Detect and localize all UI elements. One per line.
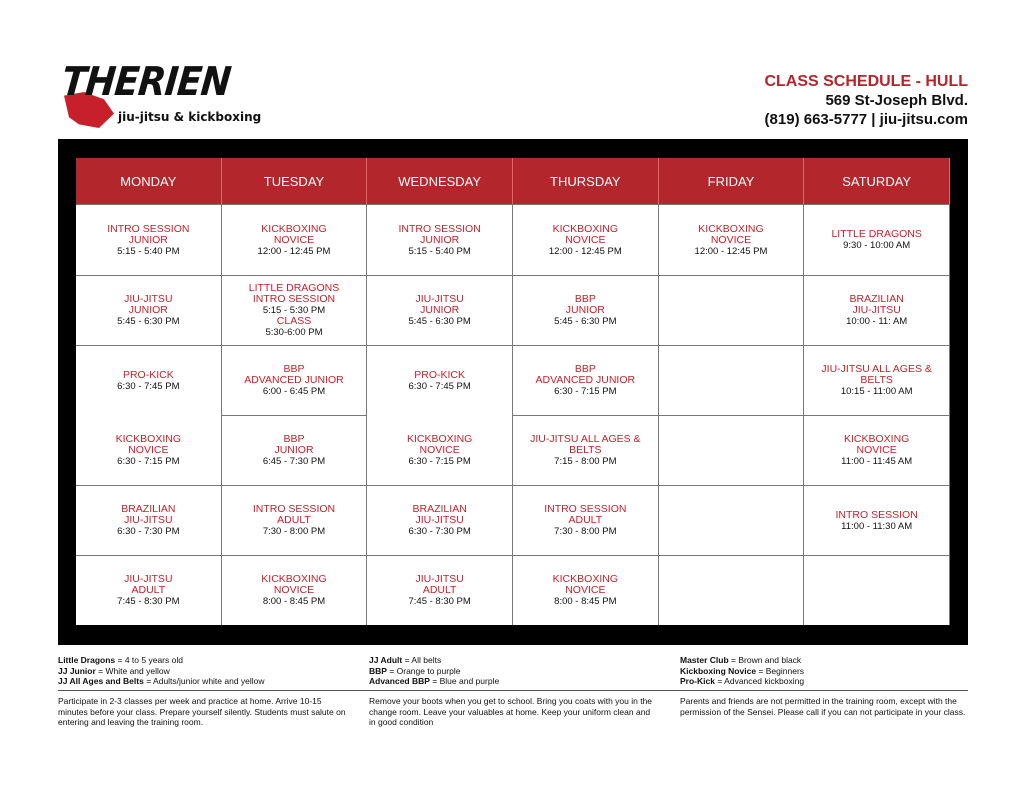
class-cell xyxy=(222,345,368,415)
class-name: JIU-JITSU xyxy=(124,514,173,526)
class-time: 8:00 - 8:45 PM xyxy=(262,596,326,607)
empty-cell xyxy=(804,555,950,625)
class-name: NOVICE xyxy=(419,443,460,456)
class-name: JIU-JITSU xyxy=(124,573,173,585)
class-time: 6:30 - 7:30 PM xyxy=(408,526,471,537)
class-name: ADULT xyxy=(131,584,166,596)
class-name: JIU-JITSU xyxy=(415,293,464,305)
class-time: 6:30 - 7:45 PM xyxy=(408,380,471,392)
class-name: NOVICE xyxy=(565,233,606,246)
class-cell xyxy=(222,555,368,625)
legend-definition: = Blue and purple xyxy=(429,676,500,686)
empty-cell xyxy=(659,485,805,555)
legend-term: JJ All Ages and Belts xyxy=(58,676,144,686)
class-name: INTRO SESSION xyxy=(544,503,627,515)
class-name: KICKBOXING xyxy=(552,222,618,235)
class-time: 6:30 - 7:30 PM xyxy=(117,526,180,537)
class-time: 5:15 - 5:40 PM xyxy=(117,245,180,257)
class-name: NOVICE xyxy=(710,233,752,246)
legend-definition: = Beginners xyxy=(756,665,805,676)
address: 569 St-Joseph Blvd. xyxy=(825,92,968,109)
class-cell xyxy=(659,204,805,275)
legend-item xyxy=(680,666,804,677)
class-cell xyxy=(222,485,368,555)
class-time: 12:00 - 12:45 PM xyxy=(548,245,622,257)
class-name: ADULT xyxy=(568,514,603,526)
class-time: 7:15 - 8:00 PM xyxy=(554,456,617,467)
rule-text: Parents and friends are not permitted in the training room, except with the permission of the Sensei. Please call if you can not participate in your class. xyxy=(680,696,966,717)
class-cell xyxy=(222,415,368,485)
legend-item xyxy=(369,666,499,677)
legend-item xyxy=(58,666,265,677)
class-time: 8:00 - 8:45 PM xyxy=(554,596,617,607)
class-cell xyxy=(513,555,659,625)
class-cell xyxy=(222,275,368,345)
class-cell xyxy=(804,485,950,555)
class-name: INTRO SESSION xyxy=(835,508,918,521)
contact-block xyxy=(764,72,968,129)
class-name: JIU-JITSU xyxy=(415,514,464,526)
class-time: 7:45 - 8:30 PM xyxy=(117,596,180,607)
class-name: JIU-JITSU xyxy=(124,293,173,305)
class-time: 11:00 - 11:45 AM xyxy=(841,456,913,467)
class-name: NOVICE xyxy=(273,584,315,596)
class-time: 9:30 - 10:00 AM xyxy=(843,240,911,251)
class-cell xyxy=(367,275,513,345)
class-name: PRO-KICK xyxy=(122,368,174,381)
class-name: KICKBOXING xyxy=(552,573,618,585)
class-cell xyxy=(513,415,659,485)
class-time: 5:45 - 6:30 PM xyxy=(554,316,617,327)
schedule-title: CLASS SCHEDULE - HULL xyxy=(764,73,968,90)
class-name: ADVANCED JUNIOR xyxy=(244,374,344,386)
class-name: KICKBOXING xyxy=(261,573,327,585)
class-name: ADULT xyxy=(422,584,457,596)
legend-definition: = 4 to 5 years old xyxy=(115,655,183,665)
day-header-thursday: THURSDAY xyxy=(513,158,659,204)
class-cell xyxy=(804,275,950,345)
class-cell xyxy=(222,204,368,275)
class-time: 6:30 - 7:15 PM xyxy=(554,386,617,397)
class-name: NOVICE xyxy=(856,444,897,456)
class-name: INTRO SESSION xyxy=(252,293,336,305)
legend-column xyxy=(58,655,265,687)
class-name: JUNIOR xyxy=(420,233,460,246)
class-name: BBP xyxy=(283,363,305,375)
logo-brand: THERIEN xyxy=(59,59,233,106)
day-header-monday: MONDAY xyxy=(76,158,222,204)
legend-term: Little Dragons xyxy=(58,655,116,665)
class-name: INTRO SESSION xyxy=(252,503,336,515)
class-time: 6:00 - 6:45 PM xyxy=(262,386,326,397)
class-name: NOVICE xyxy=(273,233,315,246)
class-name: BBP xyxy=(574,293,596,305)
class-name: CLASS xyxy=(276,315,312,327)
legend-definition: = Orange to purple xyxy=(386,665,461,676)
class-name: ADVANCED JUNIOR xyxy=(535,374,636,386)
class-cell xyxy=(76,485,222,555)
class-name: KICKBOXING xyxy=(406,432,473,445)
class-time: 12:00 - 12:45 PM xyxy=(257,245,331,257)
empty-cell xyxy=(659,555,805,625)
class-time: 5:15 - 5:40 PM xyxy=(408,245,471,257)
class-cell xyxy=(76,204,222,275)
class-cell xyxy=(513,485,659,555)
day-header-saturday: SATURDAY xyxy=(804,158,950,204)
class-name: BRAZILIAN xyxy=(849,293,904,305)
class-name: JUNIOR xyxy=(128,304,168,316)
class-cell xyxy=(367,485,513,555)
class-time: 12:00 - 12:45 PM xyxy=(694,245,768,257)
class-cell xyxy=(513,345,659,415)
day-header-tuesday: TUESDAY xyxy=(222,158,368,204)
class-cell xyxy=(804,345,950,415)
empty-cell xyxy=(659,275,805,345)
class-time: 6:45 - 7:30 PM xyxy=(262,456,326,467)
class-time: 7:30 - 8:00 PM xyxy=(262,526,326,537)
class-time: 10:00 - 11: AM xyxy=(846,316,908,327)
class-time: 5:30-6:00 PM xyxy=(265,327,323,338)
empty-cell xyxy=(659,415,805,485)
legend-item xyxy=(369,655,499,666)
class-name: KICKBOXING xyxy=(698,222,764,235)
class-time: 7:45 - 8:30 PM xyxy=(408,596,471,607)
class-name: LITTLE DRAGONS xyxy=(248,282,340,294)
legend-item xyxy=(58,655,265,666)
class-name: KICKBOXING xyxy=(261,222,327,235)
legend-definition: = All belts xyxy=(402,655,442,665)
class-name: KICKBOXING xyxy=(115,432,181,445)
legend-term: Advanced BBP xyxy=(369,676,430,686)
class-time: 7:30 - 8:00 PM xyxy=(554,526,617,537)
class-name: BBP xyxy=(574,363,596,375)
class-cell xyxy=(367,345,513,415)
rule-text: Participate in 2-3 classes per week and practice at home. Arrive 10-15 minutes before your class. Prepare yourself silently. Students must salute on entering and leaving the training room. xyxy=(58,696,346,727)
logo-tagline: jiu-jitsu & kickboxing xyxy=(118,110,262,124)
legend-item xyxy=(58,676,265,687)
class-time: 5:45 - 6:30 PM xyxy=(117,316,180,327)
legend-term: Master Club xyxy=(680,655,729,665)
empty-cell xyxy=(659,345,805,415)
day-header-wednesday: WEDNESDAY xyxy=(367,158,513,204)
class-cell xyxy=(513,204,659,275)
class-name: INTRO SESSION xyxy=(398,222,481,235)
class-name: ADULT xyxy=(277,514,311,526)
class-name: KICKBOXING xyxy=(843,433,910,445)
legend-term: Kickboxing Novice xyxy=(680,665,757,676)
class-time: 11:00 - 11:30 AM xyxy=(841,520,913,532)
class-time: 5:45 - 6:30 PM xyxy=(408,316,471,327)
class-name: JUNIOR xyxy=(274,444,314,456)
class-cell xyxy=(367,415,513,485)
class-name: BBP xyxy=(283,433,305,445)
class-time: 6:30 - 7:15 PM xyxy=(408,455,471,467)
class-name: NOVICE xyxy=(565,584,606,596)
legend-column xyxy=(369,655,499,687)
class-name: JUNIOR xyxy=(565,304,605,316)
legend-term: BBP xyxy=(369,665,387,676)
class-name: JUNIOR xyxy=(128,233,168,246)
class-time: 6:30 - 7:45 PM xyxy=(117,380,180,392)
class-cell xyxy=(367,555,513,625)
legend-item xyxy=(680,676,804,687)
day-header-friday: FRIDAY xyxy=(659,158,805,204)
class-cell xyxy=(76,555,222,625)
class-name: JIU-JITSU ALL AGES & BELTS xyxy=(530,433,641,456)
class-name: INTRO SESSION xyxy=(107,222,190,235)
legend-definition: = Brown and black xyxy=(728,655,802,665)
class-time: 6:30 - 7:15 PM xyxy=(117,455,180,467)
class-name: JIU-JITSU ALL AGES & BELTS xyxy=(821,363,932,386)
legend-term: JJ Junior xyxy=(58,665,96,676)
class-name: LITTLE DRAGONS xyxy=(831,228,922,240)
schedule-grid xyxy=(76,158,950,625)
class-time: 10:15 - 11:00 AM xyxy=(840,386,913,397)
class-name: BRAZILIAN xyxy=(412,503,467,515)
class-cell xyxy=(804,204,950,275)
class-name: JIU-JITSU xyxy=(852,304,901,316)
legend-definition: = Adults/junior white and yellow xyxy=(143,676,265,686)
class-name: PRO-KICK xyxy=(414,368,466,381)
class-cell xyxy=(76,345,222,415)
class-time: 5:15 - 5:30 PM xyxy=(262,305,326,316)
class-name: BRAZILIAN xyxy=(121,503,176,515)
legend-column xyxy=(680,655,804,687)
legend-item xyxy=(680,655,804,666)
divider xyxy=(58,690,968,691)
class-cell xyxy=(76,275,222,345)
phone-website: (819) 663-5777 | jiu-jitsu.com xyxy=(764,111,968,128)
class-cell xyxy=(76,415,222,485)
legend-definition: = Advanced kickboxing xyxy=(714,676,805,686)
class-cell xyxy=(367,204,513,275)
rule-text: Remove your boots when you get to school. Bring you coats with you in the change room. Leave your valuables at home. Keep your uniform clean and in good condition xyxy=(369,696,653,727)
class-name: NOVICE xyxy=(128,443,169,456)
therien-logo xyxy=(59,59,272,132)
legend-term: Pro-Kick xyxy=(680,676,715,686)
legend-term: JJ Adult xyxy=(369,655,403,665)
class-name: JIU-JITSU xyxy=(415,573,464,585)
class-cell xyxy=(804,415,950,485)
class-cell xyxy=(513,275,659,345)
legend-item xyxy=(369,676,499,687)
class-name: JUNIOR xyxy=(420,304,460,316)
legend-definition: = White and yellow xyxy=(95,665,170,676)
